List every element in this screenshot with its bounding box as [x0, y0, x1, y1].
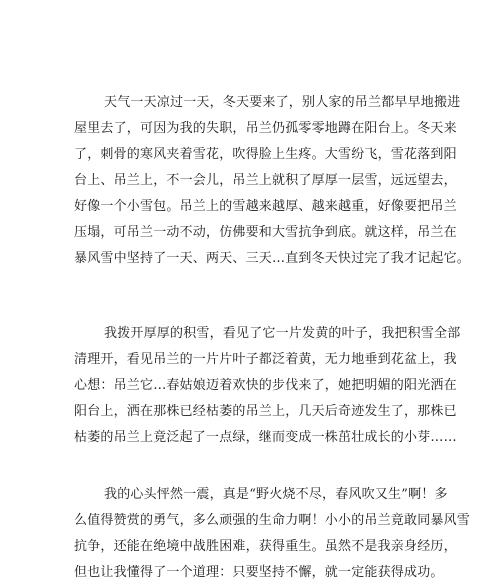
paragraph-line: 抗争，还能在绝境中战胜困难，获得重生。虽然不是我亲身经历， [74, 539, 457, 554]
paragraph-line: 台上、吊兰上，不一会儿，吊兰上就积了厚厚一层雪，远远望去， [74, 173, 457, 188]
paragraph-line: 但也让我懂得了一个道理：只要坚持不懈，就一定能获得成功。 [74, 565, 444, 580]
paragraph-line: 了，刺骨的寒风夹着雪花，吹得脸上生疼。大雪纷飞，雪花落到阳 [74, 147, 457, 162]
paragraph-1 [74, 90, 471, 272]
paragraph-line: 屋里去了，可因为我的失职，吊兰仍孤零零地蹲在阳台上。冬天来 [74, 121, 457, 136]
paragraph-2 [74, 321, 461, 451]
paragraph-line: 我拨开厚厚的积雪，看见了它一片发黄的叶子，我把积雪全部 [104, 326, 461, 341]
paragraph-line: 阳台上，洒在那株已经枯萎的吊兰上，几天后奇迹发生了，那株已 [74, 404, 457, 419]
paragraph-line: 清理开，看见吊兰的一片片叶子都泛着黄，无力地垂到花盆上，我 [74, 352, 457, 367]
paragraph-3 [74, 482, 471, 586]
paragraph-line: 天气一天凉过一天，冬天要来了，别人家的吊兰都早早地搬进 [104, 95, 461, 110]
paragraph-line: 好像一个小雪包。吊兰上的雪越来越厚、越来越重，好像要把吊兰 [74, 199, 457, 214]
paragraph-line: 压塌，可吊兰一动不动，仿佛要和大雪抗争到底。就这样，吊兰在 [74, 225, 457, 240]
paragraph-line: 暴风雪中坚持了一天、两天、三天…直到冬天快过完了我才记起它。 [74, 251, 471, 266]
paragraph-line: 我的心头怦然一震，真是“野火烧不尽，春风吹又生”啊！多 [104, 487, 448, 502]
paragraph-line: 么值得赞赏的勇气，多么顽强的生命力啊！小小的吊兰竟敢同暴风雪 [74, 513, 471, 528]
paragraph-line: 心想：吊兰它…春姑娘迈着欢快的步伐来了，她把明媚的阳光洒在 [74, 378, 457, 393]
paragraph-line: 枯萎的吊兰上竟泛起了一点绿，继而变成一株茁壮成长的小芽…… [74, 430, 457, 445]
